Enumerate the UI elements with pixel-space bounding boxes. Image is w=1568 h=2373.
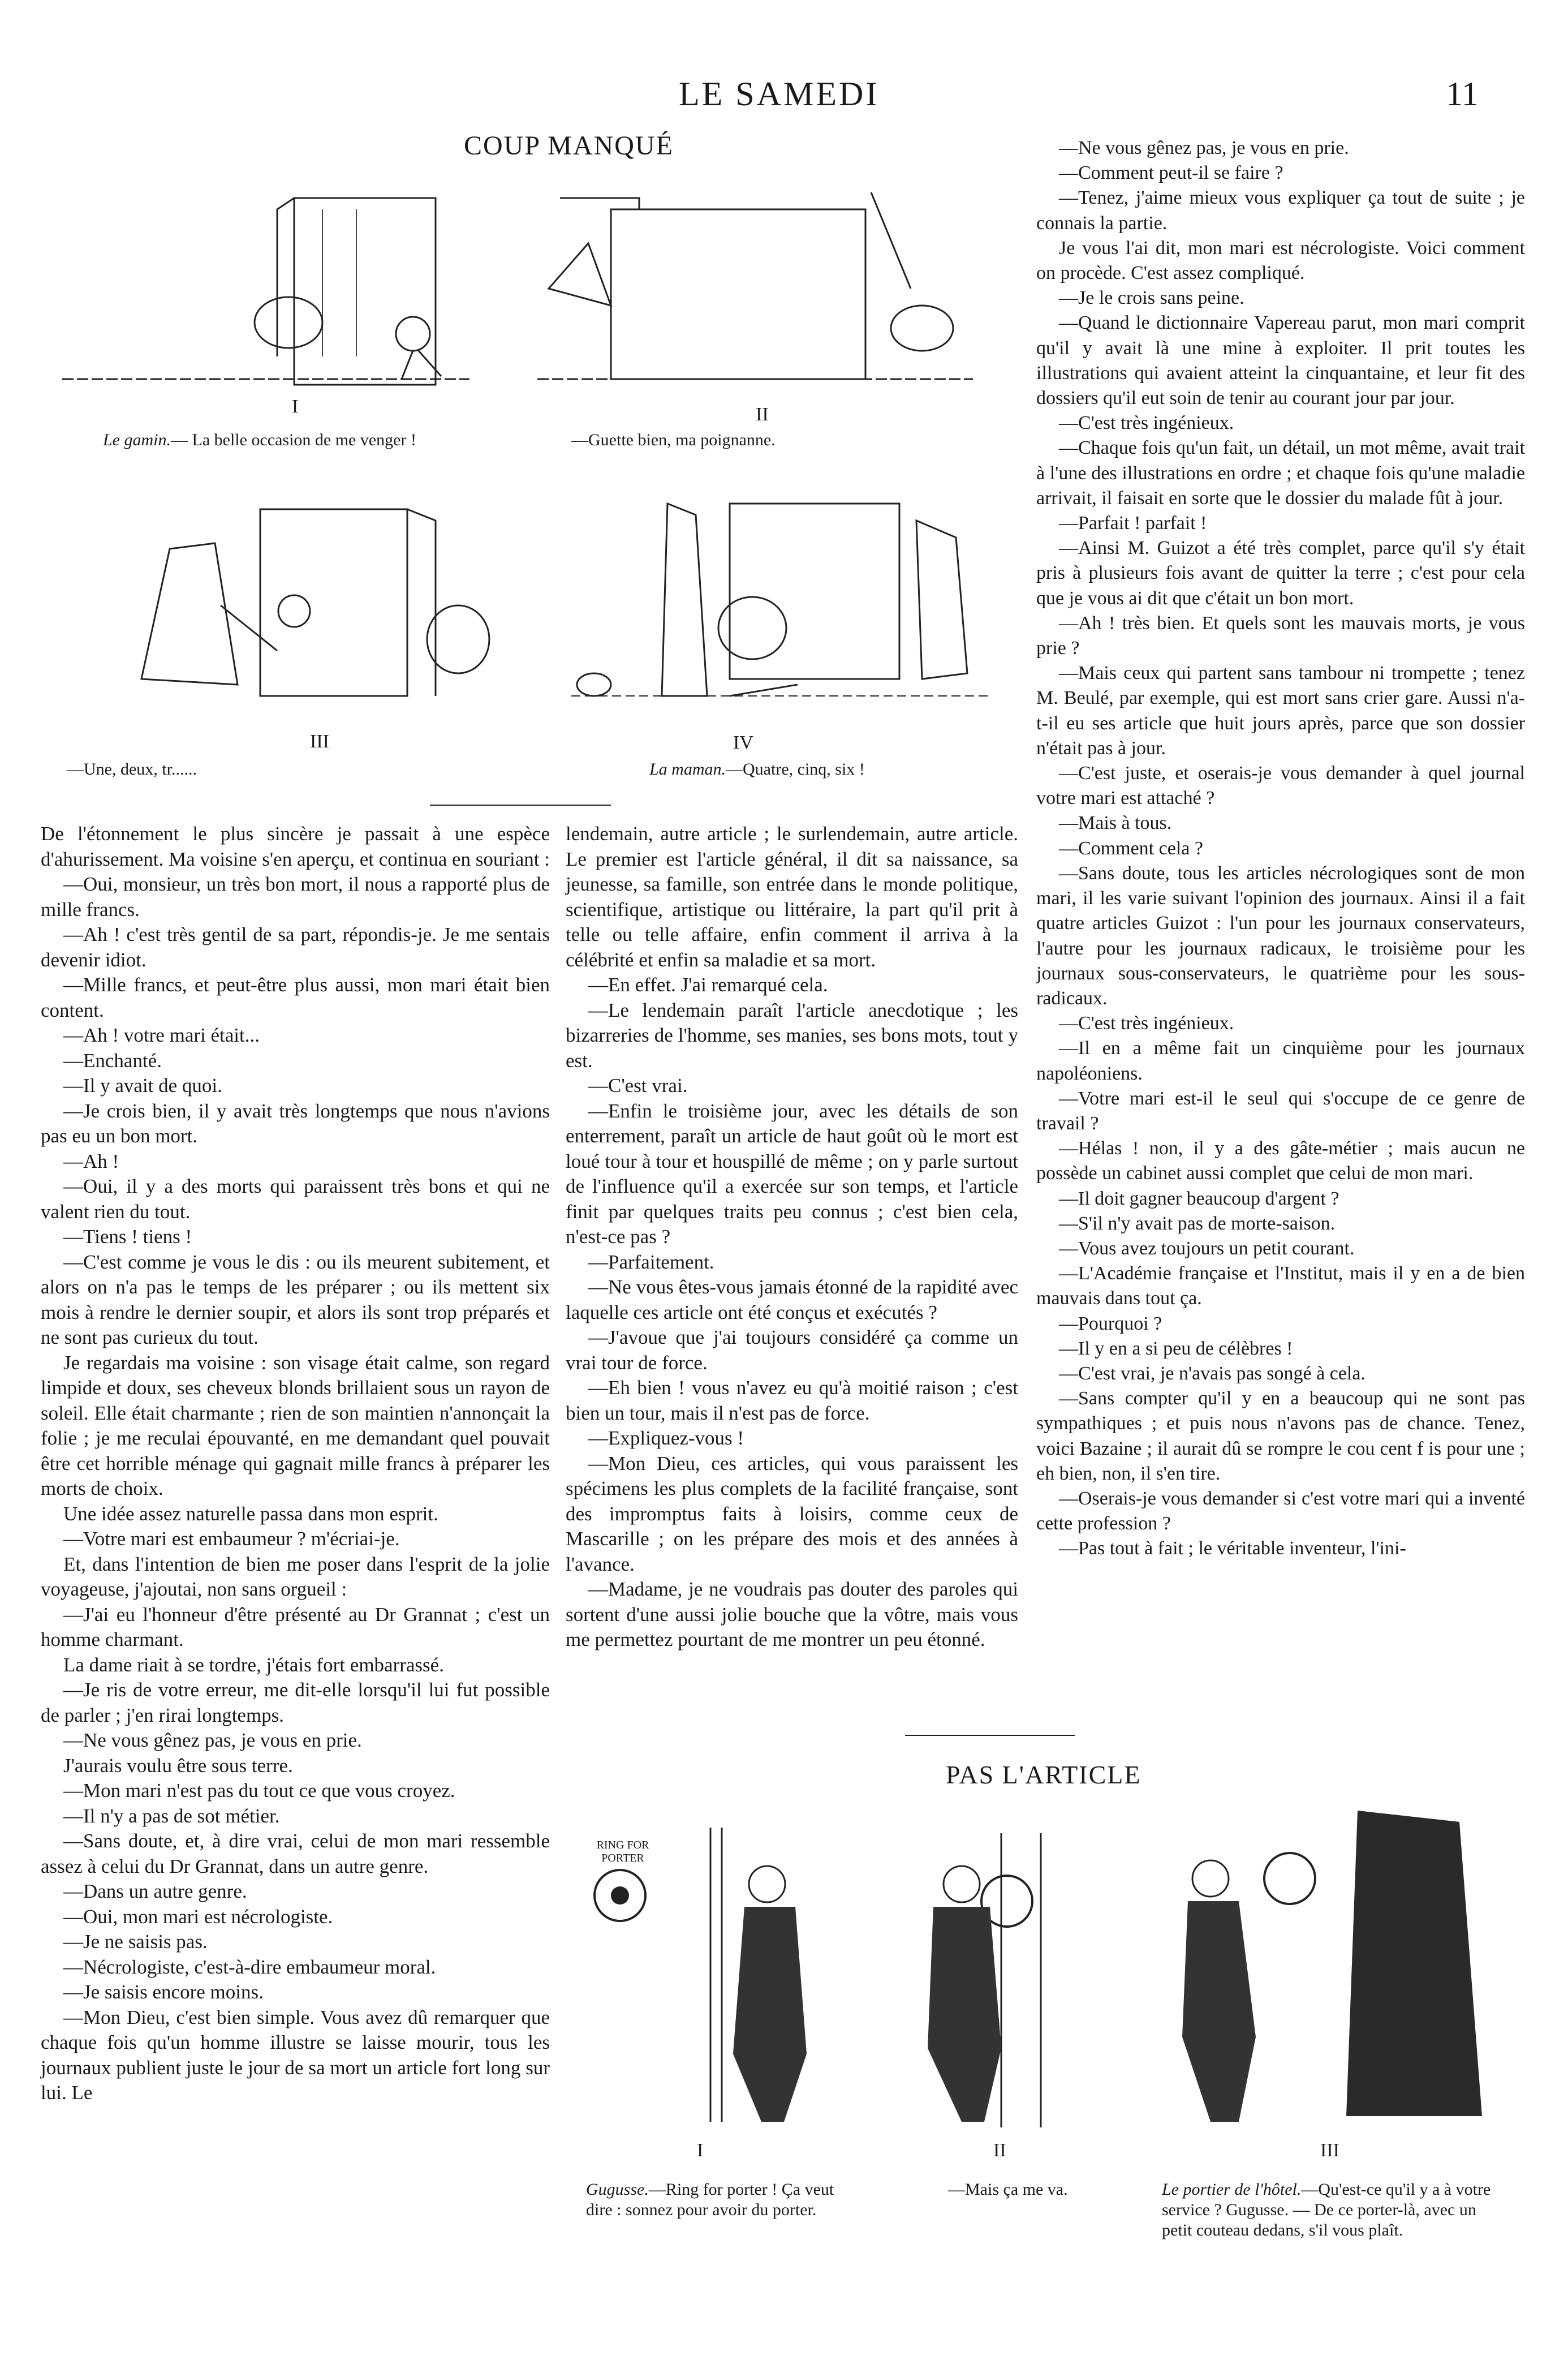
paragraph: —C'est juste, et oserais-je vous demander à quel journal votre mari est attaché ? <box>1036 763 1525 809</box>
paragraph: —Enfin le troisième jour, avec les détails de son enterrement, paraît un article de haut goût où le mort est loué tour à tour et houspillé de même ; on y parle surtout de l'influence qu'il a exercée sur son temps, et l'article finit par quelques traits peu connus ; c'est bien cela, n'est-ce pas ? <box>566 1099 1018 1248</box>
paragraph: J'aurais voulu être sous terre. <box>63 1754 293 1777</box>
ring-for-porter-sign: RING FOR PORTER <box>596 1839 649 1864</box>
caption-speaker: La maman. <box>649 760 726 779</box>
paragraph: —Eh bien ! vous n'avez eu qu'à moitié raison ; c'est bien un tour, mais il n'est pas de force. <box>566 1377 1018 1424</box>
page-number: 11 <box>1446 75 1479 113</box>
caption-speaker: Le gamin. <box>103 431 171 449</box>
paragraph: —Mais ceux qui partent sans tambour ni trompette ; tenez M. Beulé, par exemple, qui est mort sans crier gare. Aussi n'a-t-il eu ses article que huit jours après, parce que son dossier n'était pas à jour. <box>1036 663 1525 759</box>
paragraph: —C'est vrai, je n'avais pas songé à cela. <box>1059 1362 1365 1384</box>
caption-text: —Une, deux, tr...... <box>67 760 197 779</box>
paragraph: —C'est comme je vous le dis : ou ils meurent subitement, et alors on n'a pas le temps de les préparer ; ou ils mettent six mois à rendre le dernier soupir, et alors ils sont trop préparés et ne sont pas curieux du tout. <box>41 1250 550 1348</box>
paragraph: —Ah ! c'est très gentil de sa part, répondis-je. Je me sentais devenir idiot. <box>41 923 550 971</box>
paragraph: —Madame, je ne voudrais pas douter des paroles qui sortent d'une aussi jolie bouche que la vôtre, mais vous me permettez pourtant de me montrer un peu étonné. <box>566 1578 1018 1650</box>
paragraph: —Ainsi M. Guizot a été très complet, parce qu'il s'y était pris à plusieurs fois avant de quitter la terre ; c'est pour cela que je vous ai dit que c'était un bon mort. <box>1036 538 1525 609</box>
article-column-1 <box>41 822 550 2106</box>
paragraph: —Comment cela ? <box>1059 837 1203 859</box>
caption-text: —Mais ça me va. <box>948 2180 1068 2199</box>
paragraph: Une idée assez naturelle passa dans mon esprit. <box>63 1502 438 1525</box>
caption-speaker: Gugusse. <box>586 2180 649 2199</box>
paragraph: —Mais à tous. <box>1059 813 1172 834</box>
paragraph: —Mon Dieu, c'est bien simple. Vous avez dû remarquer que chaque fois qu'un homme illustre se laisse mourir, tous les journaux publient juste le jour de sa mort un article fort long sur lui. Le <box>41 2006 550 2104</box>
comic-panel-3 <box>107 498 503 724</box>
paragraph: —Comment peut-il se faire ? <box>1059 162 1283 184</box>
comic-panel-4 <box>560 470 1001 724</box>
paragraph: —Enchanté. <box>63 1049 162 1072</box>
paragraph: Je vous l'ai dit, mon mari est nécrologiste. Voici comment on procède. C'est assez compliqué. <box>1036 237 1525 284</box>
caption-text: —Quatre, cinq, six ! <box>726 760 865 779</box>
comic-panel-3-numeral: III <box>310 731 329 752</box>
paragraph: —Il n'y a pas de sot métier. <box>63 1804 280 1827</box>
paragraph: —Oui, mon mari est nécrologiste. <box>63 1905 333 1928</box>
page-header-title: LE SAMEDI <box>679 75 880 113</box>
paragraph: —Ne vous êtes-vous jamais étonné de la rapidité avec laquelle ces article ont été conçus et exécutés ? <box>566 1276 1018 1323</box>
comic-panel-4-numeral: IV <box>733 732 753 753</box>
paragraph: —Hélas ! non, il y a des gâte-métier ; mais aucun ne possède un cabinet aussi complet que celui de mon mari. <box>1036 1138 1525 1184</box>
paragraph: —Pas tout à fait ; le véritable inventeur, l'ini- <box>1059 1538 1406 1559</box>
comic-panel-2-numeral: II <box>756 404 769 425</box>
paragraph: —Je crois bien, il y avait très longtemps que nous n'avions pas eu un bon mort. <box>41 1099 550 1147</box>
comic-panel-1-drawing <box>51 187 486 396</box>
paragraph: —Je ne saisis pas. <box>63 1931 208 1953</box>
pas-article-panel-1-numeral: I <box>697 2140 704 2161</box>
pas-article-panel-3-numeral: III <box>1320 2140 1339 2161</box>
comic-panel-4-caption <box>649 759 989 780</box>
comic-panel-2-caption <box>571 430 967 450</box>
paragraph: —Oserais-je vous demander si c'est votre mari qui a inventé cette profession ? <box>1036 1488 1525 1534</box>
paragraph: —Ne vous gênez pas, je vous en prie. <box>63 1729 362 1751</box>
paragraph: —Dans un autre genre. <box>63 1880 247 1902</box>
paragraph: De l'étonnement le plus sincère je passait à une espèce d'ahurissement. Ma voisine s'en aperçu, et continua en souriant : <box>41 823 550 870</box>
paragraph: —Je ris de votre erreur, me dit-elle lorsqu'il lui fut possible de parler ; j'en rirai longtemps. <box>41 1679 550 1726</box>
caption-text: —Guette bien, ma poignanne. <box>571 431 776 449</box>
paragraph: —Tenez, j'aime mieux vous expliquer ça tout de suite ; je connais la partie. <box>1036 187 1525 234</box>
comic-panel-4-drawing <box>560 470 1001 724</box>
pas-article-panel-2-numeral: II <box>993 2140 1006 2161</box>
paragraph: —Il doit gagner beaucoup d'argent ? <box>1059 1188 1339 1209</box>
paragraph: —J'ai eu l'honneur d'être présenté au Dr Grannat ; c'est un homme charmant. <box>41 1603 550 1650</box>
paragraph: —Parfaitement. <box>588 1250 714 1273</box>
paragraph: —C'est très ingénieux. <box>1059 1013 1234 1034</box>
section-divider <box>905 1735 1075 1736</box>
pas-article-panel-3-caption <box>1162 2179 1501 2241</box>
paragraph: —Quand le dictionnaire Vapereau parut, mon mari comprit qu'il y avait là une mine à exploiter. Il prit toutes les illustrations qui avaient atteint la cinquantaine, et leur fit des dossiers qu'il eut soin de tenir au courant jour par jour. <box>1036 312 1525 409</box>
paragraph: —Oui, il y a des morts qui paraissent très bons et qui ne valent rien du tout. <box>41 1175 550 1223</box>
comic-panel-1 <box>51 187 486 396</box>
paragraph: —Nécrologiste, c'est-à-dire embaumeur moral. <box>63 1955 436 1978</box>
pas-article-panel-1-caption <box>586 2179 858 2220</box>
caption-speaker: Le portier de l'hôtel. <box>1162 2180 1302 2199</box>
caption-text: —Ring for porter ! Ça veut dire : sonnez pour avoir du porter. <box>586 2180 834 2219</box>
article-column-3 <box>1036 136 1525 1562</box>
pas-article-panel-2-caption <box>948 2179 1118 2200</box>
paragraph: —Ah ! très bien. Et quels sont les mauvais morts, je vous prie ? <box>1036 612 1525 659</box>
paragraph: —Expliquez-vous ! <box>588 1427 744 1449</box>
paragraph: —Oui, monsieur, un très bon mort, il nous a rapporté plus de mille francs. <box>41 873 550 921</box>
paragraph: —Sans doute, et, à dire vrai, celui de mon mari ressemble assez à celui du Dr Grannat, dans un autre genre. <box>41 1830 550 1877</box>
paragraph: —Vous avez toujours un petit courant. <box>1059 1237 1355 1259</box>
pas-article-panel-2-drawing <box>894 1822 1165 2133</box>
paragraph: —L'Académie française et l'Institut, mais il y en a de bien mauvais dans tout ça. <box>1036 1263 1525 1309</box>
paragraph: —J'avoue que j'ai toujours considéré ça comme un vrai tour de force. <box>566 1326 1018 1374</box>
paragraph: Et, dans l'intention de bien me poser dans l'esprit de la jolie voyageuse, j'ajoutai, non sans orgueil : <box>41 1553 550 1600</box>
comic-title-coup-manque: COUP MANQUÉ <box>464 131 674 161</box>
pas-article-panel-1 <box>580 1805 886 2133</box>
paragraph: —Il y avait de quoi. <box>63 1074 222 1097</box>
paragraph: —Chaque fois qu'un fait, un détail, un mot même, avait trait à l'une des illustrations en ordre ; et chaque fois qu'une maladie arrivait, il faisait en sorte que le dossier du malade fût à jour. <box>1036 437 1525 509</box>
paragraph: —Ah ! votre mari était... <box>63 1024 260 1046</box>
paragraph: La dame riait à se tordre, j'étais fort embarrassé. <box>63 1653 444 1676</box>
paragraph: —En effet. J'ai remarqué cela. <box>588 974 828 996</box>
paragraph: —Ne vous gênez pas, je vous en prie. <box>1059 137 1349 158</box>
pas-article-panel-3 <box>1165 1799 1505 2133</box>
paragraph: —C'est vrai. <box>588 1074 688 1097</box>
pas-article-panel-2 <box>894 1822 1165 2133</box>
paragraph: —Sans doute, tous les articles nécrologiques sont de mon mari, il les varie suivant l'opinion des journaux. Ainsi il a fait quatre articles Guizot : l'un pour les journaux conservateurs, l'autre pour les journaux radicaux, le troisième pour les journaux sous-conservateurs, le quatrième pour les sous-radicaux. <box>1036 862 1525 1009</box>
paragraph: —Tiens ! tiens ! <box>63 1226 192 1248</box>
comic-panel-2 <box>526 175 984 402</box>
paragraph: —Mille francs, et peut-être plus aussi, mon mari était bien content. <box>41 974 550 1021</box>
paragraph: —Il y en a si peu de célèbres ! <box>1059 1338 1293 1359</box>
paragraph: —Ah ! <box>63 1150 119 1172</box>
pas-article-panel-3-drawing <box>1165 1799 1505 2133</box>
comic-panel-1-caption <box>103 430 499 450</box>
caption-text: —Qu'est-ce qu'il y a à votre service ? Gugusse. — De ce porter-là, avec un petit couteau dedans, s'il vous plaît. <box>1162 2180 1491 2239</box>
paragraph: —Je le crois sans peine. <box>1059 287 1244 309</box>
paragraph: —Parfait ! parfait ! <box>1059 513 1207 534</box>
caption-text: — La belle occasion de me venger ! <box>171 431 416 449</box>
paragraph: —S'il n'y avait pas de morte-saison. <box>1059 1213 1336 1234</box>
paragraph: —Sans compter qu'il y en a beaucoup qui ne sont pas sympathiques ; et puis nous n'avons pas de chance. Tenez, voici Bazaine ; il aurait dû se rompre le cou cent f is pour une ; eh bien, non, il s'en tire. <box>1036 1388 1525 1484</box>
paragraph: —Votre mari est embaumeur ? m'écriai-je. <box>63 1528 400 1550</box>
paragraph: —Il en a même fait un cinquième pour les journaux napoléoniens. <box>1036 1038 1525 1084</box>
comic-panel-3-caption <box>67 759 463 780</box>
paragraph: —Le lendemain paraît l'article anecdotique ; les bizarreries de l'homme, ses manies, ses bons mots, tout y est. <box>566 999 1018 1072</box>
comic-panel-2-drawing <box>526 175 984 402</box>
paragraph: —Je saisis encore moins. <box>63 1981 264 2003</box>
comic-panel-1-numeral: I <box>292 396 299 417</box>
paragraph: —Mon mari n'est pas du tout ce que vous croyez. <box>63 1779 455 1802</box>
article-column-2 <box>566 822 1018 1653</box>
paragraph: lendemain, autre article ; le surlendemain, autre article. Le premier est l'article général, il dit sa naissance, sa jeunesse, sa famille, son entrée dans le monde politique, scientifique, artistique ou littéraire, la part qu'il prit à telle ou telle affaire, enfin comment il arriva à la célébrité et enfin sa maladie et sa mort. <box>566 823 1018 971</box>
paragraph: —Pourquoi ? <box>1059 1313 1162 1334</box>
section-divider <box>430 805 611 806</box>
paragraph: —Mon Dieu, ces articles, qui vous paraissent les spécimens les plus complets de la facilité française, sont des impromptus faits à loisirs, comme ceux de Mascarille ; on les prépare des mois et des années à l'avance. <box>566 1452 1018 1575</box>
comic-panel-3-drawing <box>107 498 503 724</box>
paragraph: —Votre mari est-il le seul qui s'occupe de ce genre de travail ? <box>1036 1087 1525 1134</box>
paragraph: —C'est très ingénieux. <box>1059 412 1234 434</box>
comic-title-pas-article: PAS L'ARTICLE <box>946 1760 1141 1789</box>
paragraph: Je regardais ma voisine : son visage était calme, son regard limpide et doux, ses cheveux blonds brillaient sous un rayon de soleil. Elle était charmante ; rien de son maintien n'annonçait la folie ; je me reculai épouvanté, en me demandant quel pouvait être cet horrible ménage qui gagnait mille francs à préparer les morts de choix. <box>41 1351 550 1499</box>
